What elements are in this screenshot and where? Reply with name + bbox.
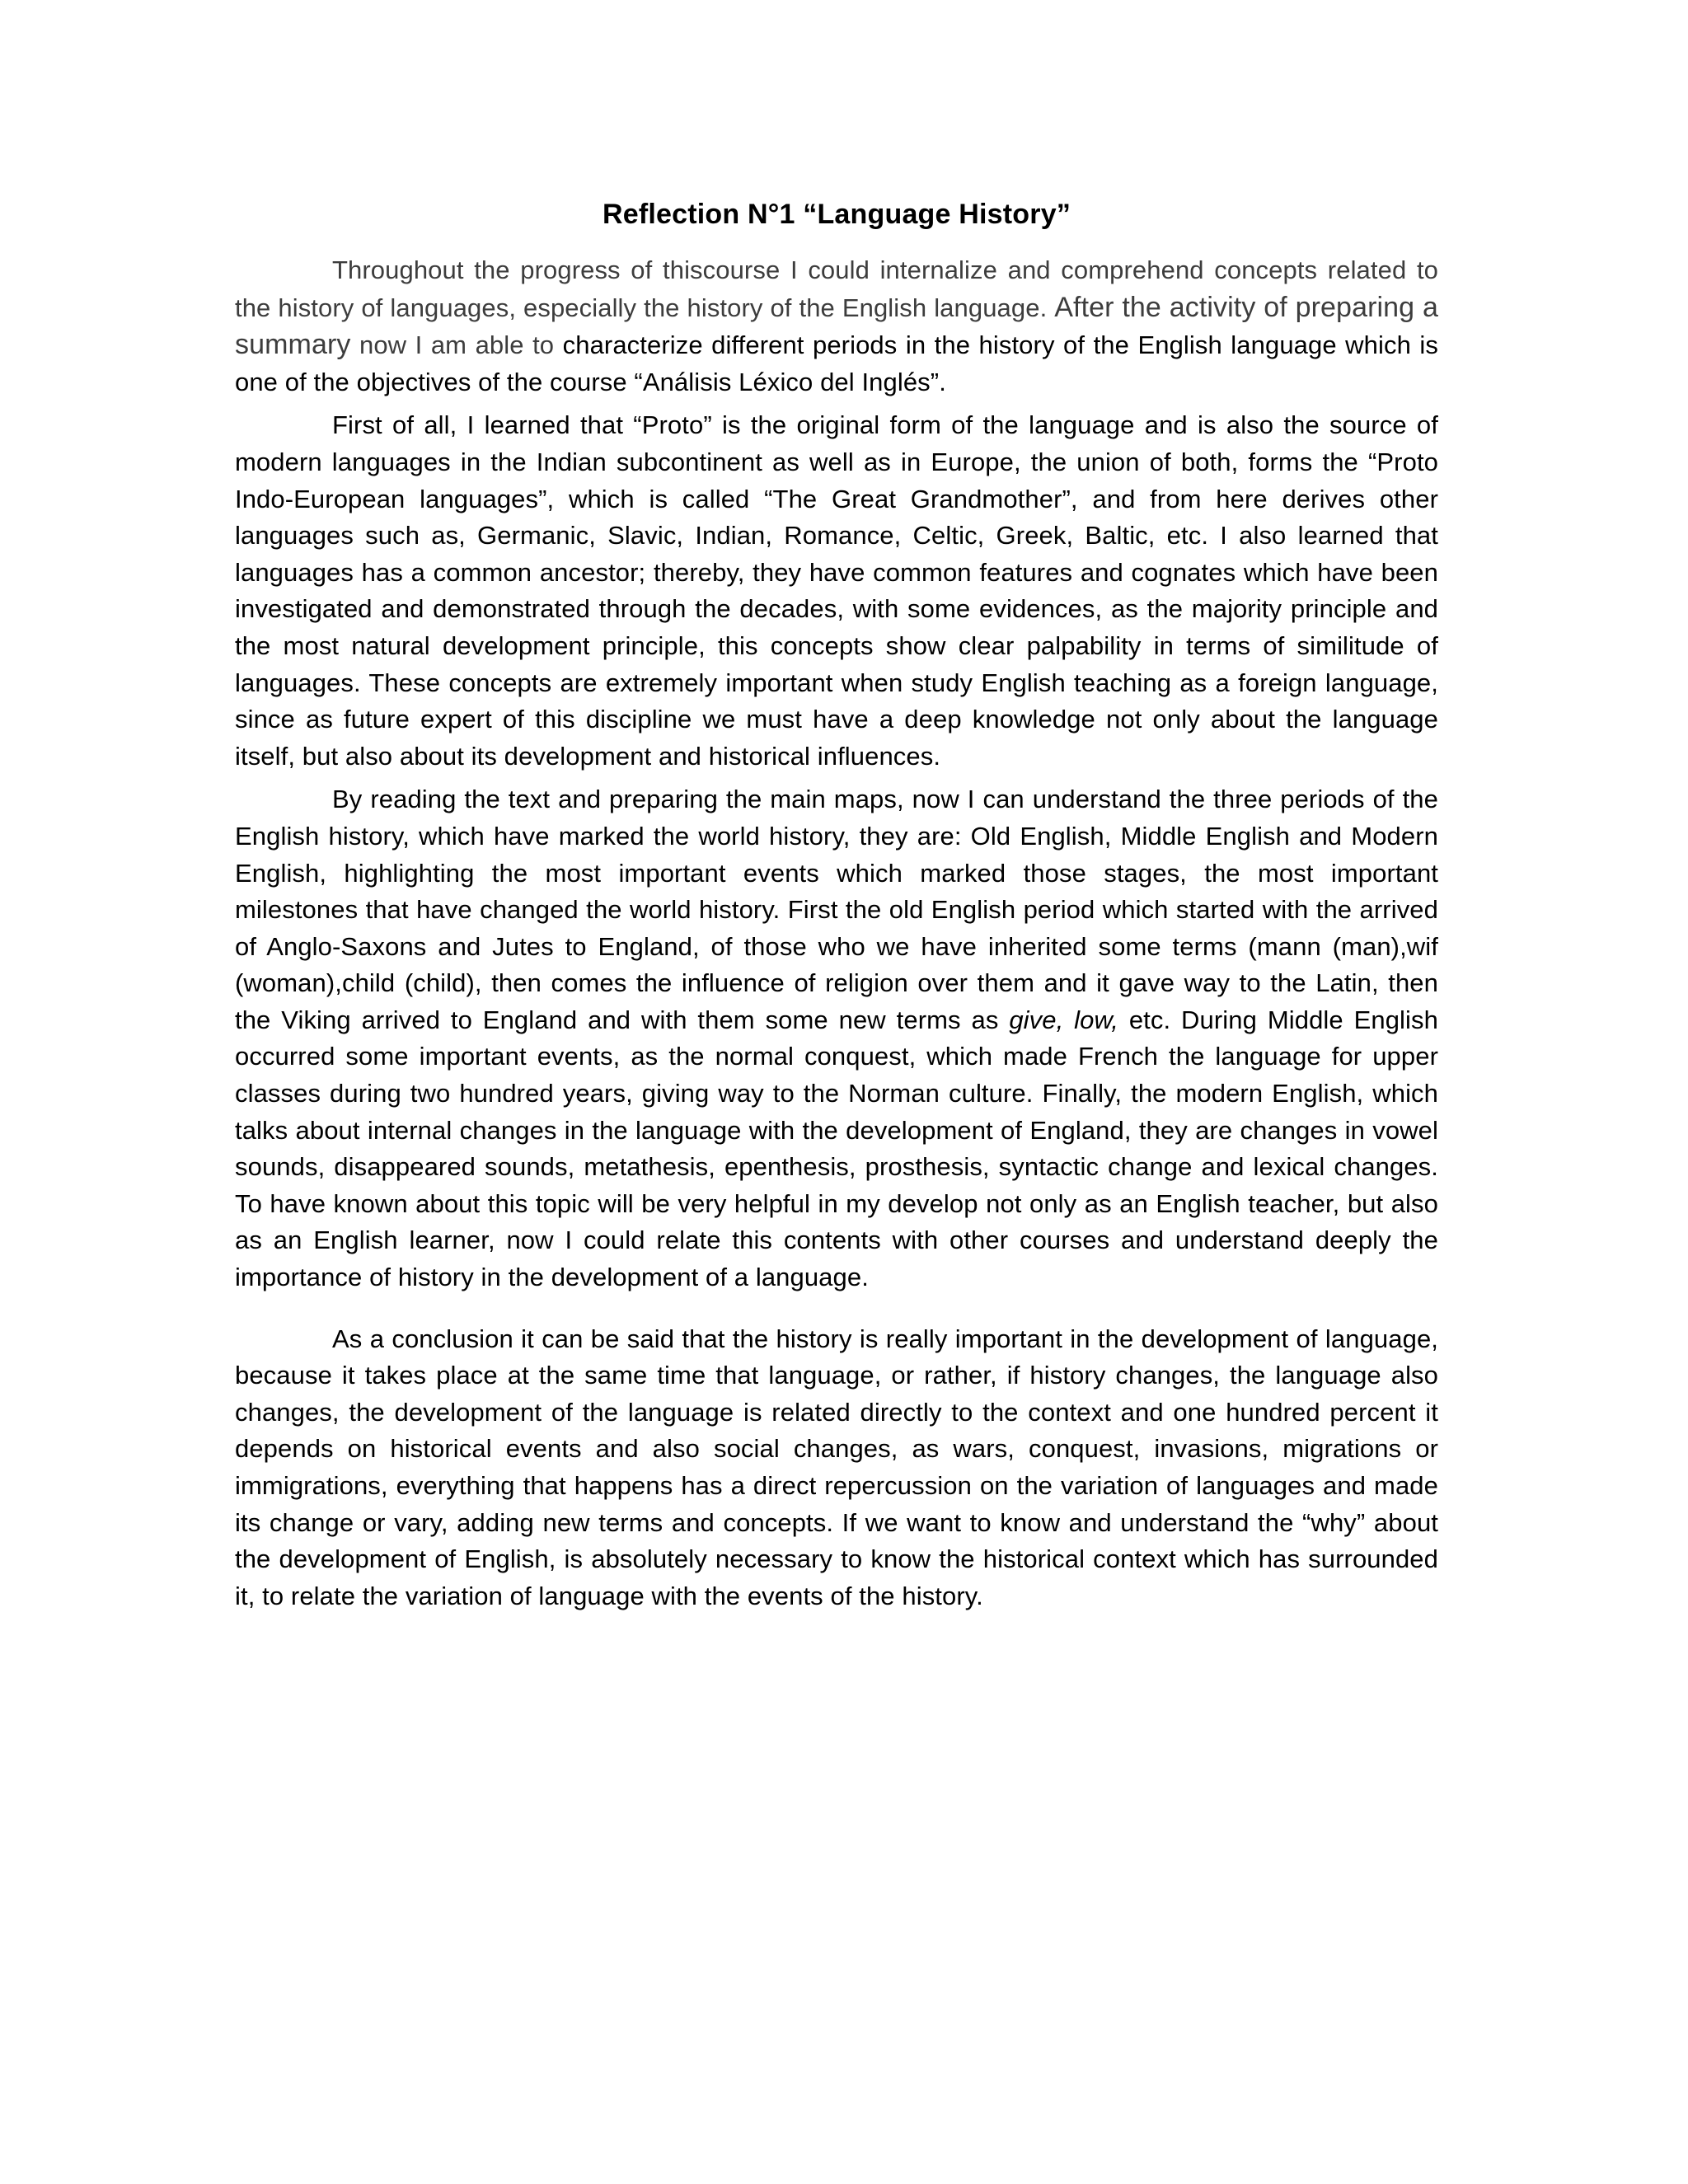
- intro-text-part-2: After the activity of preparing a summary: [235, 291, 1438, 361]
- periods-text-part-2: etc. During Middle English occurred some important events, as the normal conquest, which made French the language for upper classes during two hundred years, giving way to the Norman culture. Finally, the modern English, which talks about internal changes in the language with the development of England, they are changes in vowel sounds, disappeared sounds, metathesis, epenthesis, prosthesis, syntactic change and lexical changes. To have known about this topic will be very helpful in my develop not only as an English teacher, but also as an English learner, now I could relate this contents with other courses and understand deeply the importance of history in the development of a language.: [235, 1005, 1438, 1292]
- paragraph-conclusion: As a conclusion it can be said that the history is really important in the development of language, because it takes place at the same time that language, or rather, if history changes, the language also changes, the development of the language is related directly to the context and one hundred percent it depends on historical events and also social changes, as wars, conquest, invasions, migrations or immigrations, everything that happens has a direct repercussion on the variation of languages and made its change or vary, adding new terms and concepts. If we want to know and understand the “why” about the development of English, is absolutely necessary to know the historical context which has surrounded it, to relate the variation of language with the events of the history.: [235, 1324, 1438, 1610]
- periods-text-part-1: By reading the text and preparing the main maps, now I can understand the three periods of the English history, which have marked the world history, they are: Old English, Middle English and Modern English, highlighting the most important events which marked those stages, the most important milestones that have changed the world history. First the old English period which started with the arrived of Anglo-Saxons and Jutes to England, of those who we have inherited some terms (mann (man),wif (woman),child (child), then comes the influence of religion over them and it gave way to the Latin, then the Viking arrived to England and with them some new terms as: [235, 785, 1438, 1034]
- paragraph-proto-languages: First of all, I learned that “Proto” is the original form of the language and is also the source of modern languages in the Indian subcontinent as well as in Europe, the union of both, forms the “Proto Indo-European languages”, which is called “The Great Grandmother”, and from here derives other languages such as, Germanic, Slavic, Indian, Romance, Celtic, Greek, Baltic, etc. I also learned that languages has a common ancestor; thereby, they have common features and cognates which have been investigated and demonstrated through the decades, with some evidences, as the majority principle and the most natural development principle, this concepts show clear palpability in terms of similitude of languages. These concepts are extremely important when study English teaching as a foreign language, since as future expert of this discipline we must have a deep knowledge not only about the language itself, but also about its development and historical influences.: [235, 410, 1438, 771]
- paragraph-introduction: [235, 252, 1438, 401]
- intro-text-part-4: characterize different periods in the history of the English language which is one of the objectives of the course “Análisis Léxico del Inglés”.: [235, 330, 1438, 396]
- intro-text-part-1: Throughout the progress of thiscourse I could internalize and comprehend concepts related to the history of languages, especially the history of the English language.: [235, 255, 1438, 322]
- periods-italic-terms: give, low,: [1009, 1005, 1118, 1034]
- intro-text-part-3: now I am able to: [350, 330, 555, 360]
- paragraph-english-periods: [235, 781, 1438, 1296]
- document-title: Reflection N°1 “Language History”: [602, 199, 1071, 230]
- document-body: [235, 191, 1438, 1621]
